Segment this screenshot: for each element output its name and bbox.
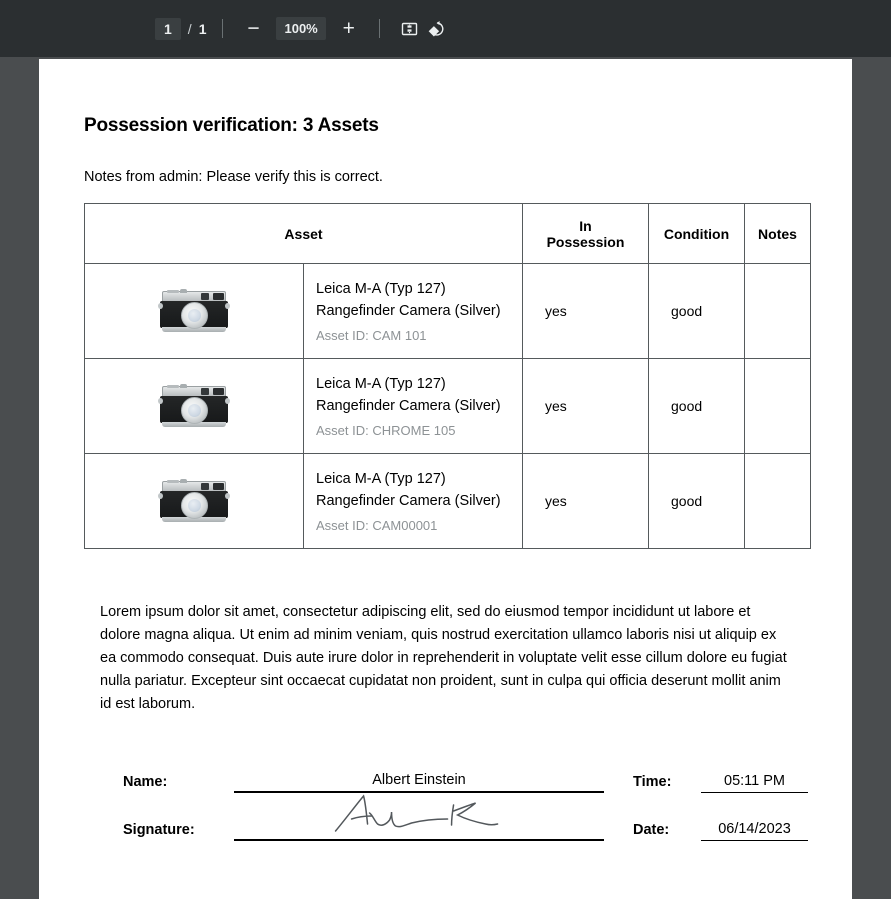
zoom-level-label[interactable]: 100%: [276, 17, 325, 40]
signature-label: Signature:: [123, 821, 195, 838]
asset-thumbnail-cell: [85, 454, 304, 549]
notes-value: [745, 359, 811, 454]
condition-value: good: [649, 264, 745, 359]
column-header-notes: Notes: [745, 204, 811, 264]
zoom-in-button[interactable]: +: [342, 17, 355, 40]
toolbar-controls-group: [155, 15, 452, 43]
date-value: 06/14/2023: [718, 820, 791, 837]
table-row: [85, 264, 811, 359]
asset-details-cell: [304, 359, 523, 454]
fit-to-page-icon: [400, 19, 419, 38]
asset-id: Asset ID: CAM 101: [316, 327, 427, 343]
toolbar-divider-1: [222, 19, 223, 38]
camera-thumbnail-icon: [158, 289, 230, 333]
table-row: [85, 359, 811, 454]
pdf-viewer-toolbar: [0, 0, 891, 57]
asset-thumbnail-cell: [85, 264, 304, 359]
total-pages-label: 1: [198, 20, 207, 37]
name-value: Albert Einstein: [372, 771, 466, 788]
time-label: Time:: [633, 773, 672, 790]
asset-details-cell: [304, 264, 523, 359]
asset-name: Leica M-A (Typ 127) Rangefinder Camera (Silver): [316, 376, 501, 414]
table-header: [85, 204, 811, 264]
condition-value: good: [649, 359, 745, 454]
rotate-button[interactable]: [424, 15, 452, 43]
header-line-2: Possession: [546, 233, 625, 250]
signature-block: [100, 764, 812, 841]
in-possession-value: yes: [523, 264, 649, 359]
column-header-in-possession: [523, 204, 649, 264]
notes-value: [745, 264, 811, 359]
column-header-condition: Condition: [649, 204, 745, 264]
condition-value: good: [649, 454, 745, 549]
asset-id: Asset ID: CHROME 105: [316, 422, 456, 438]
handwritten-signature-icon: [330, 791, 502, 838]
notes-value: [745, 454, 811, 549]
page-title: Possession verification: 3 Assets: [84, 115, 379, 136]
zoom-out-button[interactable]: −: [247, 17, 260, 40]
page-separator: /: [187, 20, 192, 37]
admin-notes-text: Notes from admin: Please verify this is correct.: [84, 169, 383, 185]
column-header-asset: Asset: [85, 204, 523, 264]
asset-verification-table: [84, 203, 811, 549]
fit-to-page-button[interactable]: [396, 15, 424, 43]
table-row: [85, 454, 811, 549]
asset-name: Leica M-A (Typ 127) Rangefinder Camera (Silver): [316, 281, 501, 319]
date-field[interactable]: [701, 813, 808, 841]
camera-thumbnail-icon: [158, 384, 230, 428]
asset-name: Leica M-A (Typ 127) Rangefinder Camera (Silver): [316, 471, 501, 509]
in-possession-value: yes: [523, 454, 649, 549]
name-field[interactable]: [234, 764, 604, 793]
rotate-counterclockwise-icon: [428, 19, 447, 38]
header-line-1: In: [579, 217, 592, 234]
camera-thumbnail-icon: [158, 479, 230, 523]
table-body: [85, 264, 811, 549]
signature-field[interactable]: [234, 793, 604, 841]
asset-thumbnail-cell: [85, 359, 304, 454]
asset-id: Asset ID: CAM00001: [316, 517, 438, 533]
asset-details-cell: [304, 454, 523, 549]
table-header-row: [85, 204, 811, 264]
name-label: Name:: [123, 773, 168, 790]
pdf-page: [39, 59, 852, 899]
body-paragraph: Lorem ipsum dolor sit amet, consectetur adipiscing elit, sed do eiusmod tempor incididunt ut labore et dolore magna aliqua. Ut enim ad minim veniam, quis nostrud exercitation ullamco laboris nisi ut aliquip ex ea commodo consequat. Duis aute irure dolor in reprehenderit in voluptate velit esse cillum dolore eu fugiat nulla pariatur. Excepteur sint occaecat cupidatat non proident, sunt in culpa qui officia deserunt mollit anim id est laborum.: [100, 604, 787, 712]
toolbar-divider-2: [379, 19, 380, 38]
in-possession-value: yes: [523, 359, 649, 454]
time-field[interactable]: [701, 765, 808, 793]
page-number-input[interactable]: 1: [155, 18, 181, 40]
date-label: Date:: [633, 821, 670, 838]
time-value: 05:11 PM: [724, 772, 785, 789]
